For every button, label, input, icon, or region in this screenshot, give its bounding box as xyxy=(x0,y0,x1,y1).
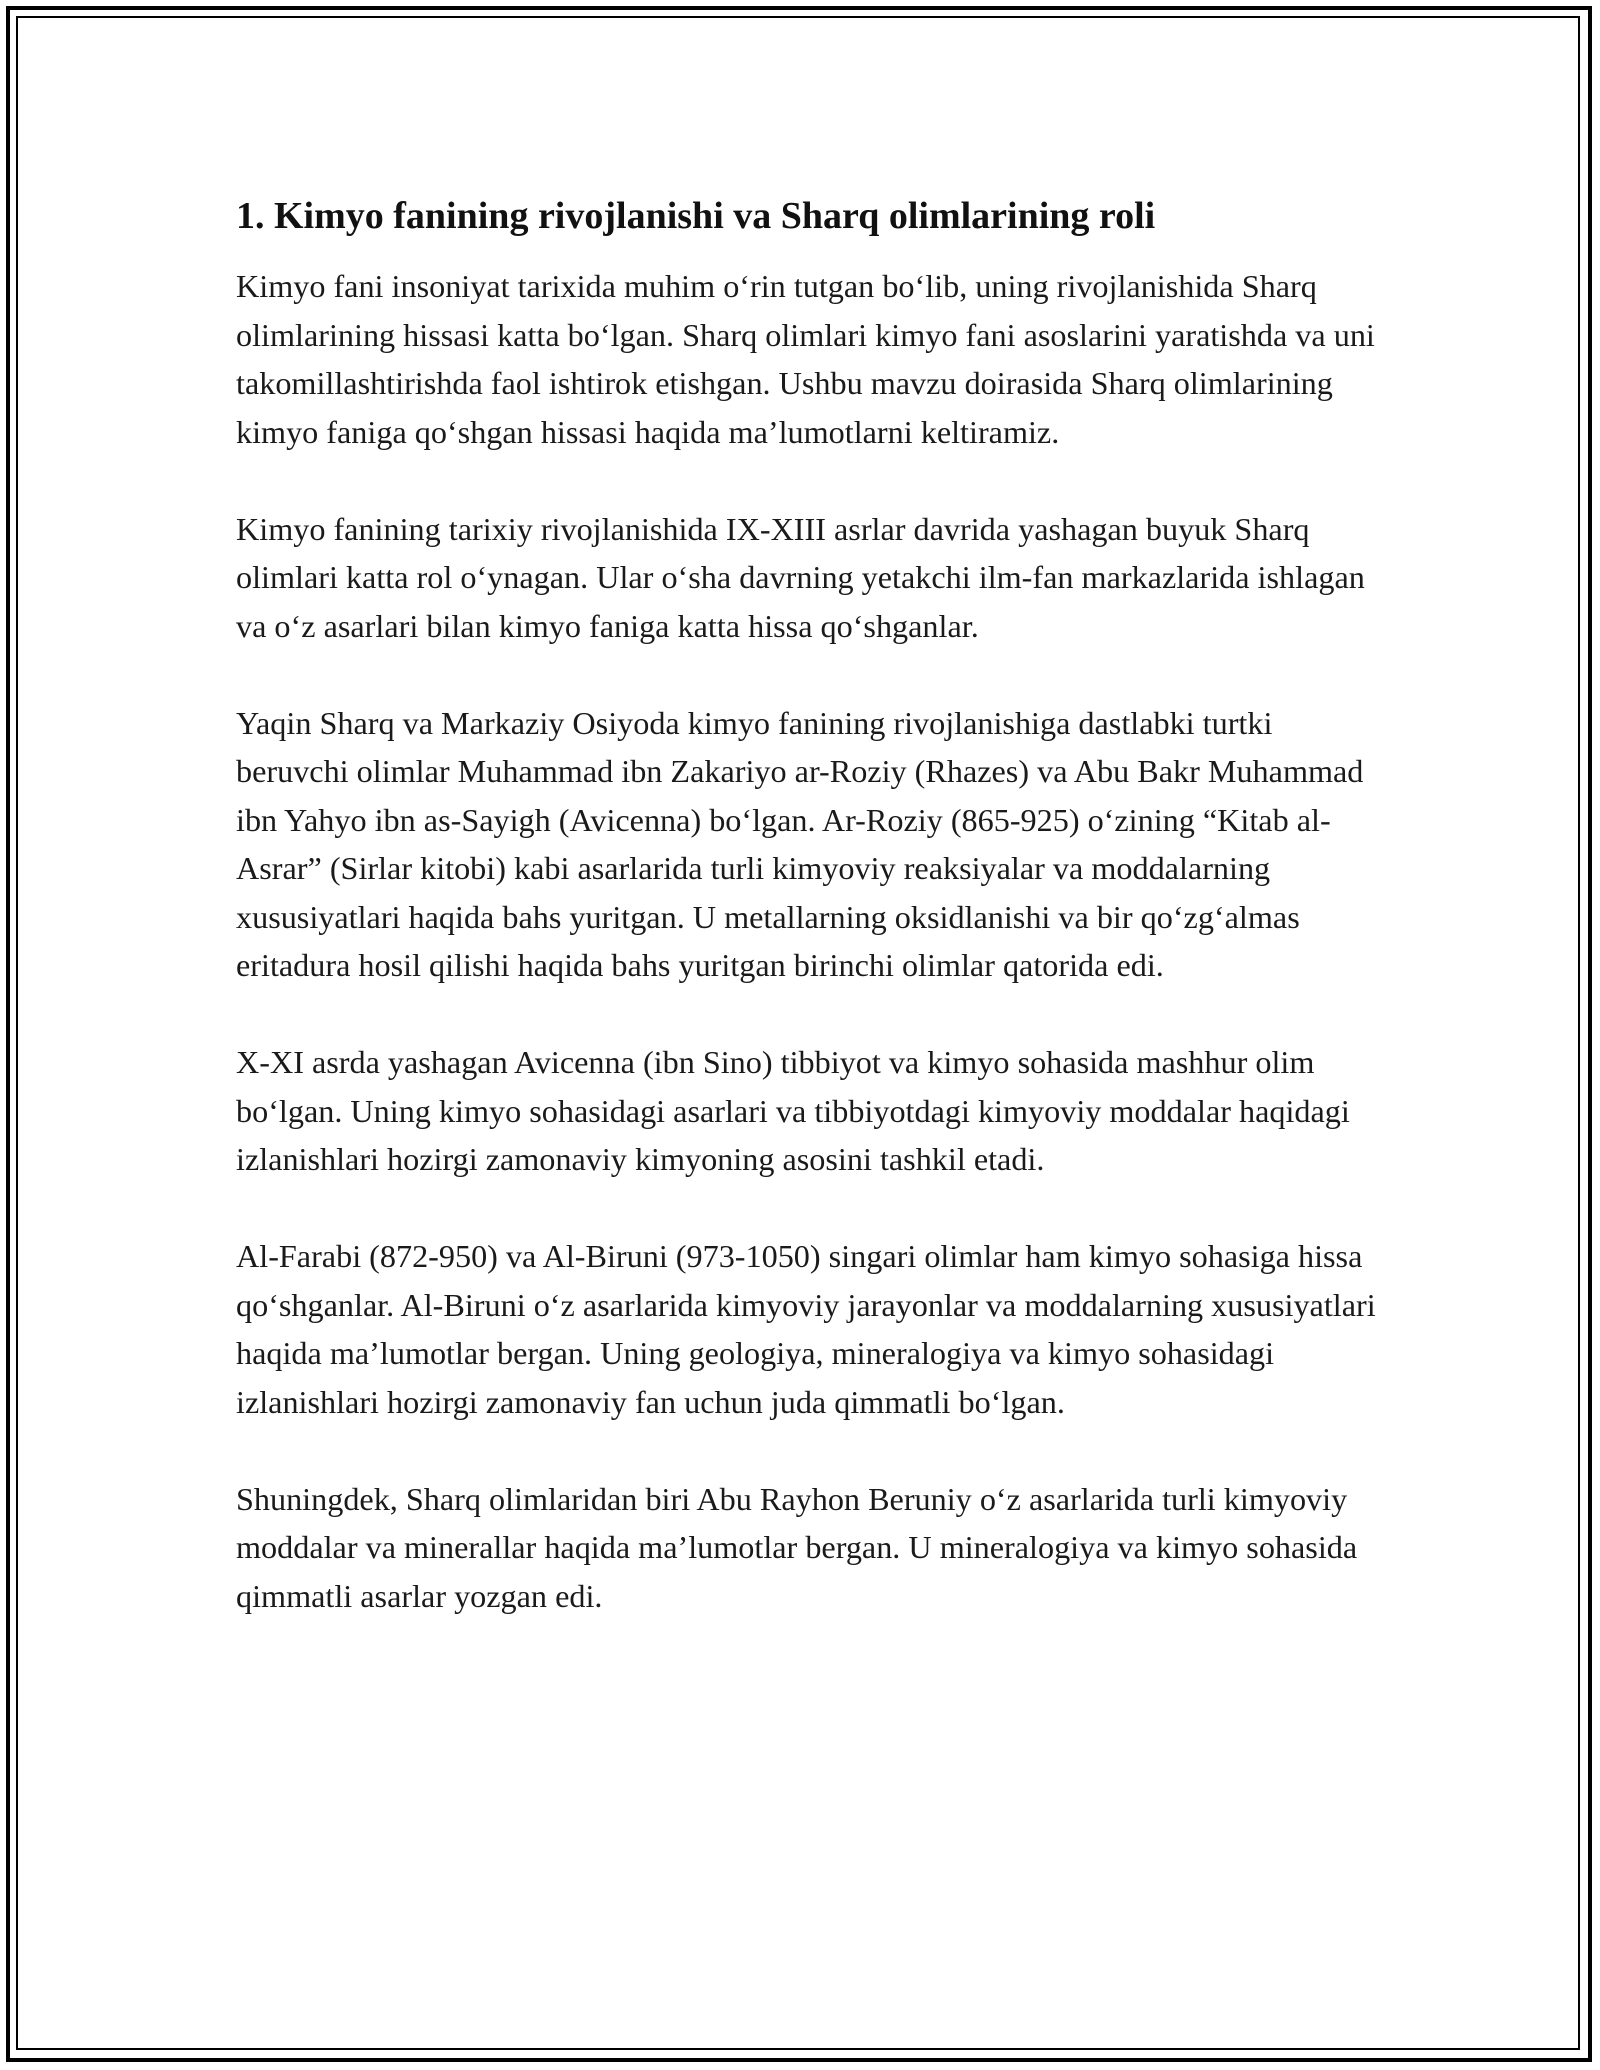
document-page xyxy=(236,182,1386,1669)
paragraph-roziy: Yaqin Sharq va Markaziy Osiyoda kimyo fanining rivojlanishiga dastlabki turtki beruvchi olimlar Muhammad ibn Zakariyo ar-Roziy (Rhazes) va Abu Bakr Muhammad ibn Yahyo ibn as-Sayigh (Avicenna) bo‘lgan. Ar-Roziy (865-925) o‘zining “Kitab al-Asrar” (Sirlar kitobi) kabi asarlarida turli kimyoviy reaksiyalar va moddalarning xususiyatlari haqida bahs yuritgan. U metallarning oksidlanishi va bir qo‘zg‘almas eritadura hosil qilishi haqida bahs yuritgan birinchi olimlar qatorida edi. xyxy=(236,704,1364,983)
section-heading: 1. Kimyo fanining rivojlanishi va Sharq olimlarining roli xyxy=(236,195,1156,237)
paragraph-history: Kimyo fanining tarixiy rivojlanishida IX-XIII asrlar davrida yashagan buyuk Sharq olimlari katta rol o‘ynagan. Ular o‘sha davrning yetakchi ilm-fan markazlarida ishlagan va o‘z asarlari bilan kimyo faniga katta hissa qo‘shganlar. xyxy=(236,510,1365,644)
paragraph-beruniy: Shuningdek, Sharq olimlaridan biri Abu Rayhon Beruniy o‘z asarlarida turli kimyoviy moddalar va minerallar haqida ma’lumotlar bergan. U mineralogiya va kimyo sohasida qimmatli asarlar yozgan edi. xyxy=(236,1480,1358,1614)
paragraph-avicenna: X-XI asrda yashagan Avicenna (ibn Sino) tibbiyot va kimyo sohasida mashhur olim bo‘lgan. Uning kimyo sohasidagi asarlari va tibbiyotdagi kimyoviy moddalar haqidagi izlanishlari hozirgi zamonaviy kimyoning asosini tashkil etadi. xyxy=(236,1044,1350,1177)
paragraph-intro: Kimyo fani insoniyat tarixida muhim o‘rin tutgan bo‘lib, uning rivojlanishida Sharq olimlarining hissasi katta bo‘lgan. Sharq olimlari kimyo fani asoslarini yaratishda va uni takomillashtirishda faol ishtirok etishgan. Ushbu mavzu doirasida Sharq olimlarining kimyo faniga qo‘shgan hissasi haqida ma’lumotlarni keltiramiz. xyxy=(236,268,1375,450)
paragraph-farabi-biruni: Al-Farabi (872-950) va Al-Biruni (973-1050) singari olimlar ham kimyo sohasiga hissa qo‘shganlar. Al-Biruni o‘z asarlarida kimyoviy jarayonlar va moddalarning xususiyatlari haqida ma’lumotlar bergan. Uning geologiya, mineralogiya va kimyo sohasidagi izlanishlari hozirgi zamonaviy fan uchun juda qimmatli bo‘lgan. xyxy=(236,1238,1376,1420)
